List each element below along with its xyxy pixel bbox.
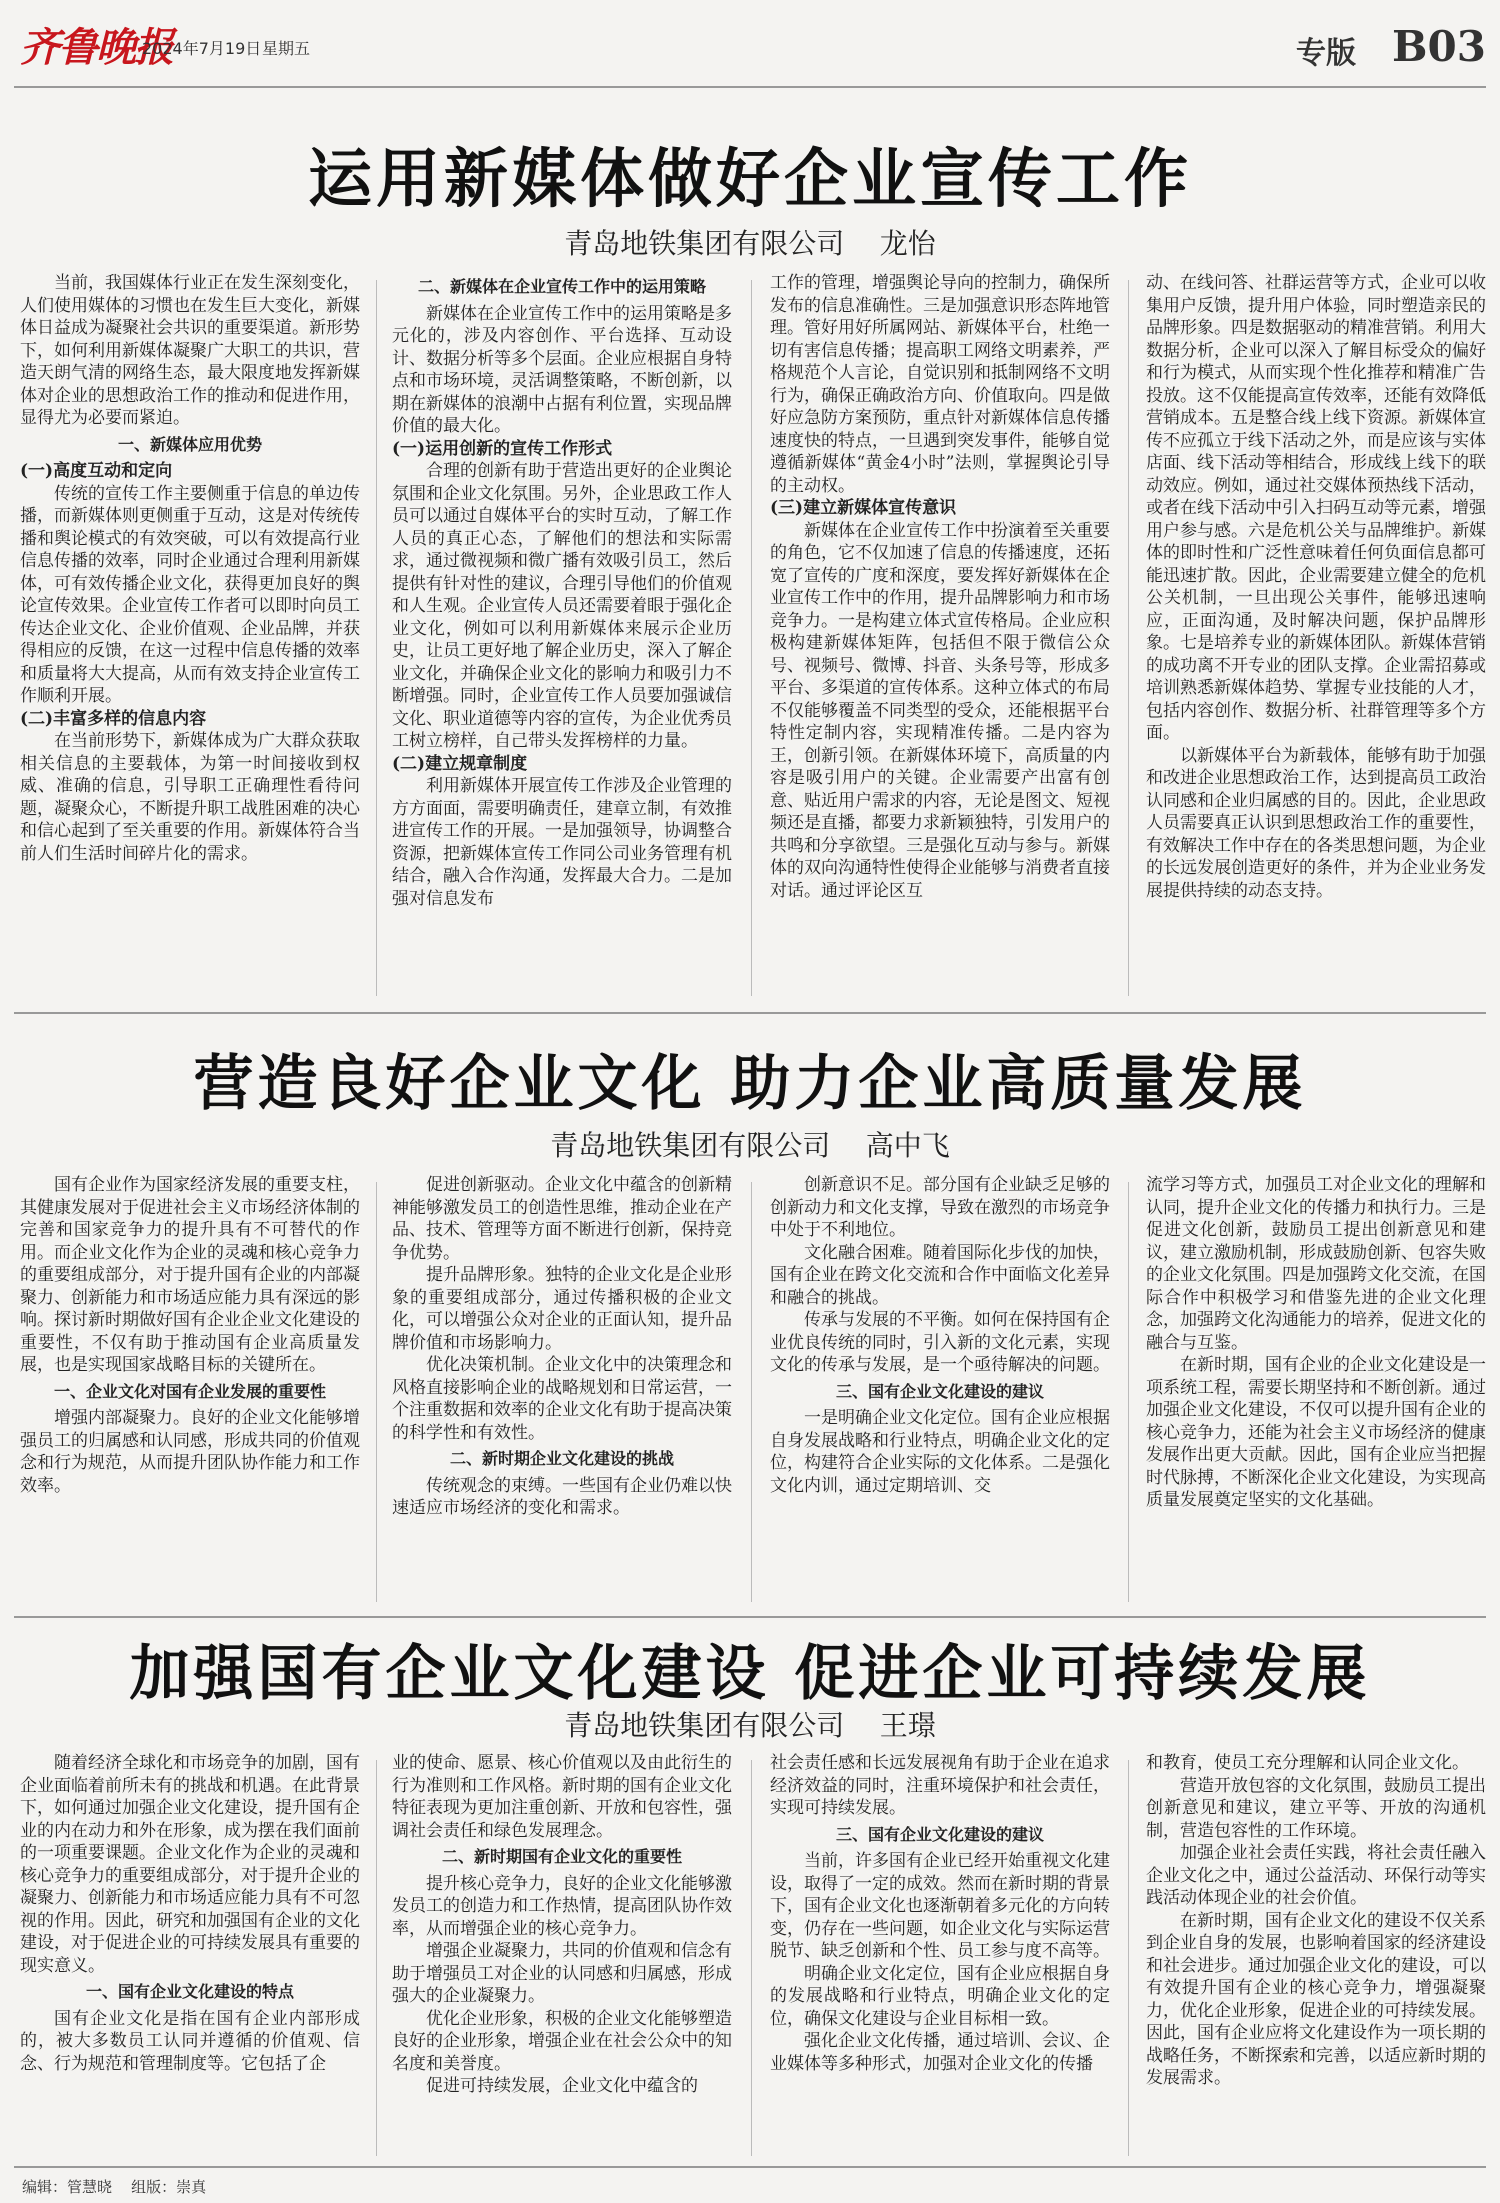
paragraph: 在新时期，国有企业的企业文化建设是一项系统工程，需要长期坚持和不断创新。通过加强企业文化建设，不仅可以提升国有企业的核心竞争力，还能为社会主义市场经济的健康发展作出更大贡献。因此，国有企业应当把握时代脉搏，不断深化企业文化建设，为实现高质量发展奠定坚实的文化基础。 (1146, 1355, 1486, 1510)
paragraph: 创新意识不足。部分国有企业缺乏足够的创新动力和文化支撑，导致在激烈的市场竞争中处于不利地位。 (770, 1175, 1110, 1240)
paragraph: 优化决策机制。企业文化中的决策理念和风格直接影响企业的战略规划和日常运营，一个注重数据和效率的企业文化有助于提高决策的科学性和有效性。 (392, 1355, 732, 1443)
subsection-heading: (一)运用创新的宣传工作形式 (392, 438, 613, 459)
article2-column-1 (20, 1174, 360, 1610)
section-heading: 一、国有企业文化建设的特点 (85, 1982, 294, 2001)
subsection-heading: (二)丰富多样的信息内容 (20, 708, 207, 729)
paragraph: 传承与发展的不平衡。如何在保持国有企业优良传统的同时，引入新的文化元素，实现文化的传承与发展，是一个亟待解决的问题。 (770, 1310, 1110, 1375)
paragraph: 国有企业文化是指在国有企业内部形成的，被大多数员工认同并遵循的价值观、信念、行为规范和管理制度等。它包括了企 (20, 2008, 360, 2074)
subsection-heading: (三)建立新媒体宣传意识 (770, 498, 957, 518)
paragraph: 促进可持续发展，企业文化中蕴含的 (426, 2076, 698, 2096)
article2-column-2 (392, 1174, 732, 1610)
paragraph: 和教育，使员工充分理解和认同企业文化。 (1146, 1753, 1469, 1773)
article2-column-4 (1146, 1174, 1486, 1610)
issue-date: 2024年7月19日 (142, 39, 262, 58)
paragraph: 当前，我国媒体行业正在发生深刻变化，人们使用媒体的习惯也在发生巨大变化，新媒体日益成为凝聚社会共识的重要渠道。新形势下，如何利用新媒体凝聚广大职工的共识，营造天朗气清的网络生态，最大限度地发挥新媒体对企业的思想政治工作的推动和促进作用，显得尤为必要而紧迫。 (20, 273, 360, 428)
section-heading: 二、新时期国有企业文化的重要性 (441, 1847, 682, 1866)
section-heading: 二、新时期企业文化建设的挑战 (449, 1449, 674, 1468)
editor-credits: 编辑：管慧晓 组版：崇真 (22, 2178, 207, 2196)
paragraph: 新媒体在企业宣传工作中的运用策略是多元化的，涉及内容创作、平台选择、互动设计、数据分析等多个层面。企业应根据自身特点和市场环境，灵活调整策略，不断创新，以期在新媒体的浪潮中占据有利位置，实现品牌价值的最大化。 (392, 303, 732, 436)
paragraph: 流学习等方式，加强员工对企业文化的理解和认同，提升企业文化的传播力和执行力。三是促进文化创新，鼓励员工提出创新意见和建议，建立激励机制，形成鼓励创新、包容失败的企业文化氛围。四是加强跨文化交流，在国际合作中积极学习和借鉴先进的企业文化理念，加强跨文化沟通能力的培养，促进文化的融合与互鉴。 (1146, 1175, 1486, 1353)
paragraph: 增强企业凝聚力，共同的价值观和信念有助于增强员工对企业的认同感和归属感，形成强大的企业凝聚力。 (392, 1941, 732, 2006)
paragraph: 文化融合困难。随着国际化步伐的加快，国有企业在跨文化交流和合作中面临文化差异和融合的挑战。 (770, 1242, 1110, 1308)
paragraph: 明确企业文化定位，国有企业应根据自身的发展战略和行业特点，明确企业文化的定位，确保文化建设与企业目标相一致。 (770, 1963, 1110, 2029)
subsection-heading: (二)建立规章制度 (392, 753, 528, 774)
section-label: 专版 (1296, 36, 1356, 71)
column-divider (376, 280, 377, 996)
paragraph: 当前，许多国有企业已经开始重视文化建设，取得了一定的成效。然而在新时期的背景下，国有企业文化也逐渐朝着多元化的方向转变，仍存在一些问题，如企业文化与实际运营脱节、缺乏创新和个性、员工参与度不高等。 (770, 1851, 1110, 1961)
article3-column-4 (1146, 1752, 1486, 2162)
paragraph: 在新时期，国有企业文化的建设不仅关系到企业自身的发展，也影响着国家的经济建设和社会进步。通过加强企业文化的建设，可以有效提升国有企业的核心竞争力，增强凝聚力，优化企业形象，促进企业的可持续发展。因此，国有企业应将文化建设作为一项长期的战略任务，不断探索和完善，以适应新时期的发展需求。 (1146, 1910, 1486, 2088)
paragraph: 业的使命、愿景、核心价值观以及由此衍生的行为准则和工作风格。新时期的国有企业文化特征表现为更加注重创新、开放和包容性，强调社会责任和绿色发展理念。 (392, 1753, 732, 1841)
paragraph: 促进创新驱动。企业文化中蕴含的创新精神能够激发员工的创造性思维，推动企业在产品、技术、管理等方面不断进行创新，保持竞争优势。 (392, 1175, 732, 1263)
paragraph: 加强企业社会责任实践，将社会责任融入企业文化之中，通过公益活动、环保行动等实践活动体现企业的社会价值。 (1146, 1843, 1486, 1908)
article1-title: 运用新媒体做好企业宣传工作 (308, 142, 1192, 217)
paragraph: 强化企业文化传播，通过培训、会议、企业媒体等多种形式，加强对企业文化的传播 (770, 2031, 1110, 2074)
paragraph: 增强内部凝聚力。良好的企业文化能够增强员工的归属感和认同感，形成共同的价值观念和行为规范，从而提升团队协作能力和工作效率。 (20, 1408, 360, 1496)
paragraph: 传统的宣传工作主要侧重于信息的单边传播，而新媒体则更侧重于互动，这是对传统传播和舆论模式的有效突破，可以有效提高行业信息传播的效率，同时企业通过合理利用新媒体，可有效传播企业文化，获得更加良好的舆论宣传效果。企业宣传工作者可以即时向员工传达企业文化、企业价值观、企业品牌，并获得相应的反馈，在这一过程中信息传播的效率和质量将大大提高，从而有效支持企业宣传工作顺利开展。 (20, 483, 360, 706)
section-heading: 一、企业文化对国有企业发展的重要性 (53, 1381, 326, 1401)
section-heading: 三、国有企业文化建设的建议 (835, 1824, 1044, 1844)
column-divider (1128, 280, 1129, 996)
article1-column-2 (392, 272, 732, 1004)
section-heading: 三、国有企业文化建设的建议 (835, 1381, 1044, 1401)
article3-byline: 青岛地铁集团有限公司 王璟 (564, 1709, 936, 1742)
column-divider (751, 280, 752, 996)
article1-column-4 (1146, 272, 1486, 1004)
section-heading: 二、新媒体在企业宣传工作中的运用策略 (417, 277, 706, 296)
article-separator (14, 1012, 1486, 1014)
paragraph: 社会责任感和长远发展视角有助于企业在追求经济效益的同时，注重环境保护和社会责任，实现可持续发展。 (770, 1753, 1110, 1818)
column-divider (376, 1760, 377, 2156)
paragraph: 动、在线问答、社群运营等方式，企业可以收集用户反馈，提升用户体验，同时塑造亲民的品牌形象。四是数据驱动的精准营销。利用大数据分析，企业可以深入了解目标受众的偏好和行为模式，从而实现个性化推荐和精准广告投放。这不仅能提高宣传效率，还能有效降低营销成本。五是整合线上线下资源。新媒体宣传不应孤立于线下活动之外，而是应该与实体店面、线下活动等相结合，形成线上线下的联动效应。例如，通过社交媒体预热线下活动，或者在线下活动中引入扫码互动等元素，增强用户参与感。六是危机公关与品牌维护。新媒体的即时性和广泛性意味着任何负面信息都可能迅速扩散。因此，企业需要建立健全的危机公关机制，一旦出现公关事件，能够迅速响应，正面沟通，及时解决问题，保护品牌形象。七是培养专业的新媒体团队。新媒体营销的成功离不开专业的团队支撑。企业需招募或培训熟悉新媒体趋势、掌握专业技能的人才，包括内容创作、数据分析、社群管理等多个方面。 (1146, 273, 1486, 743)
paragraph: 合理的创新有助于营造出更好的企业舆论氛围和企业文化氛围。另外，企业思政工作人员可以通过自媒体平台的实时互动，了解工作人员的真正心态，了解他们的想法和实际需求，通过微视频和微广播有效吸引员工，然后提供有针对性的建议，合理引导他们的价值观和人生观。企业宣传人员还需要着眼于强化企业文化，例如可以利用新媒体来展示企业历史，让员工更好地了解企业历史，深入了解企业文化，并确保企业文化的影响力和吸引力不断增强。同时，企业宣传工作人员要加强诚信文化、职业道德等内容的宣传，为企业优秀员工树立榜样，自己带头发挥榜样的力量。 (392, 461, 732, 751)
article1-byline: 青岛地铁集团有限公司 龙怡 (564, 227, 936, 260)
paragraph: 提升核心竞争力，良好的企业文化能够激发员工的创造力和工作热情，提高团队协作效率，从而增强企业的核心竞争力。 (392, 1873, 732, 1939)
masthead-rule (14, 86, 1486, 88)
article1-column-1 (20, 272, 360, 1004)
column-divider (751, 1760, 752, 2156)
paragraph: 传统观念的束缚。一些国有企业仍难以快速适应市场经济的变化和需求。 (392, 1475, 732, 1518)
paragraph: 随着经济全球化和市场竞争的加剧，国有企业面临着前所未有的挑战和机遇。在此背景下，如何通过加强企业文化建设，提升国有企业的内在动力和外在形象，成为摆在我们面前的一项重要课题。企业文化作为企业的灵魂和核心竞争力的重要组成部分，对于提升企业的凝聚力、创新能力和市场适应能力具有不可忽视的作用。因此，研究和加强国有企业的文化建设，对于促进企业的可持续发展具有重要的现实意义。 (20, 1753, 360, 1976)
article3-column-1 (20, 1752, 360, 2162)
column-divider (376, 1182, 377, 1602)
article3-column-3 (770, 1752, 1110, 2162)
article2-column-3 (770, 1174, 1110, 1610)
column-divider (1128, 1182, 1129, 1602)
paragraph: 一是明确企业文化定位。国有企业应根据自身发展战略和行业特点，明确企业文化的定位，构建符合企业实际的文化体系。二是强化文化内训，通过定期培训、交 (770, 1408, 1110, 1496)
paragraph: 新媒体在企业宣传工作中扮演着至关重要的角色，它不仅加速了信息的传播速度，还拓宽了宣传的广度和深度，要发挥好新媒体在企业宣传工作中的作用，提升品牌影响力和市场竞争力。一是构建立体式宣传格局。企业应积极构建新媒体矩阵，包括但不限于微信公众号、视频号、微博、抖音、头条号等，形成多平台、多渠道的宣传体系。这种立体式的布局不仅能够覆盖不同类型的受众，还能根据平台特性定制内容，实现精准传播。二是内容为王，创新引领。在新媒体环境下，高质量的内容是吸引用户的关键。企业需要产出富有创意、贴近用户需求的内容，无论是图文、短视频还是直播，都要力求新颖独特，引发用户的共鸣和分享欲望。三是强化互动与参与。新媒体的双向沟通特性使得企业能够与消费者直接对话。通过评论区互 (770, 520, 1110, 901)
paragraph: 优化企业形象，积极的企业文化能够塑造良好的企业形象，增强企业在社会公众中的知名度和美誉度。 (392, 2008, 732, 2074)
page-number: B03 (1392, 22, 1486, 71)
article1-column-3 (770, 272, 1110, 1004)
subsection-heading: (一)高度互动和定向 (20, 461, 173, 481)
newspaper-logo: 齐鲁晚报 (20, 24, 172, 71)
article3-column-2 (392, 1752, 732, 2162)
masthead (0, 0, 1500, 88)
article3-title: 加强国有企业文化建设 促进企业可持续发展 (129, 1639, 1371, 1709)
paragraph: 营造开放包容的文化氛围，鼓励员工提出创新意见和建议，建立平等、开放的沟通机制，营造包容性的工作环境。 (1146, 1775, 1486, 1841)
issue-weekday: 星期五 (262, 39, 311, 58)
column-divider (1128, 1760, 1129, 2156)
paragraph: 在当前形势下，新媒体成为广大群众获取相关信息的主要载体，为第一时间接收到权威、准确的信息，引导职工正确理性看待问题，凝聚众心，不断提升职工战胜困难的决心和信心起到了至关重要的作用。新媒体符合当前人们生活时间碎片化的需求。 (20, 731, 360, 864)
footer-rule (14, 2166, 1486, 2168)
paragraph: 工作的管理，增强舆论导向的控制力，确保所发布的信息准确性。三是加强意识形态阵地管理。管好用好所属网站、新媒体平台，杜绝一切有害信息传播；提高职工网络文明素养，严格规范个人言论，自觉识别和抵制网络不文明行为，确保正确政治方向、价值取向。四是做好应急防方案预防，重点针对新媒体信息传播速度快的特点，一旦遇到突发事件，能够自觉遵循新媒体“黄金4小时”法则，掌握舆论引导的主动权。 (770, 273, 1110, 496)
article-separator (14, 1616, 1486, 1618)
column-divider (751, 1182, 752, 1602)
paragraph: 提升品牌形象。独特的企业文化是企业形象的重要组成部分，通过传播积极的企业文化，可以增强公众对企业的正面认知，提升品牌价值和市场影响力。 (392, 1265, 732, 1353)
paragraph: 利用新媒体开展宣传工作涉及企业管理的方方面面，需要明确责任，建章立制，有效推进宣传工作的开展。一是加强领导，协调整合资源，把新媒体宣传工作同公司业务管理有机结合，融入合作沟通，发挥最大合力。二是加强对信息发布 (392, 776, 732, 909)
article2-byline: 青岛地铁集团有限公司 高中飞 (550, 1129, 950, 1162)
article2-title: 营造良好企业文化 助力企业高质量发展 (193, 1049, 1307, 1119)
paragraph: 以新媒体平台为新载体，能够有助于加强和改进企业思想政治工作，达到提高员工政治认同感和企业归属感的目的。因此，企业思政人员需要真正认识到思想政治工作的重要性，有效解决工作中存在的各类思想问题，为企业的长远发展创造更好的条件，并为企业业务发展提供持续的动态支持。 (1146, 745, 1486, 901)
section-heading: 一、新媒体应用优势 (117, 434, 262, 454)
paragraph: 国有企业作为国家经济发展的重要支柱，其健康发展对于促进社会主义市场经济体制的完善和国家竞争力的提升具有不可替代的作用。而企业文化作为企业的灵魂和核心竞争力的重要组成部分，对于提升国有企业的内部凝聚力、创新能力和市场适应能力具有深远的影响。探讨新时期做好国有企业企业文化建设的重要性，不仅有助于推动国有企业高质量发展，也是实现国家战略目标的关键所在。 (20, 1175, 360, 1375)
